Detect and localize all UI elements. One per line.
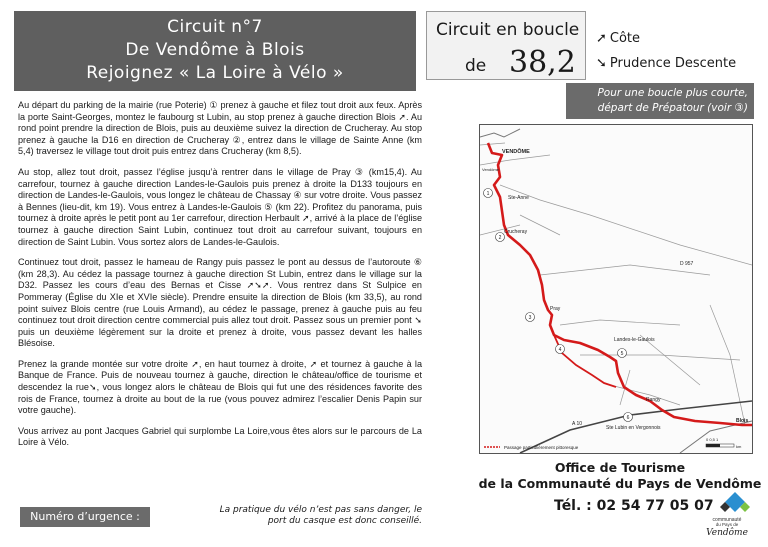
arrow-down-right-icon: ➘ (596, 56, 607, 71)
distance-de: de (465, 56, 487, 76)
paragraph: Au stop, allez tout droit, passez l’église jusqu’à rentrer dans le village de Pray ③ (km15,4). Au carrefour, tournez à gauche direction Landes-le-Gaulois puis prenez à droite la D133 toujours en direction de Landes-le-Gaulois, vous longez le château de Chassay ④ sur votre droite. Vous passez à Bennes (lieu-dit, km 19). Vous entrez à Landes-le-Gaulois ⑤ (km 22). Profitez du panorama, puis tournez à droite après le petit pont au 1er carrefour, direction Herbault ➚, arrivé à la place de l’église tournez à gauche direction Saint Lubin, continuez tout droit au carrefour suivant, toujours en direction de Saint Lubin. Vous sortez alors de Landes-le-Gaulois. (18, 166, 422, 247)
marker-6-label: 6 (626, 415, 630, 421)
circuit-length-box (426, 11, 586, 80)
legend-climb-label: Côte (609, 31, 641, 46)
route-description (18, 100, 422, 458)
paragraph: Au départ du parking de la mairie (rue Poterie) ① prenez à gauche et filez tout droit aux feux. Après la porte Saint-Georges, montez le faubourg st Lubin, au stop prenez à gauche direction Blois ➚. Au rond point prendre la direction de Blois, puis au deuxième suivez la direction de Crucheray. Au stop prenez à gauche la D16 en direction de Crucheray ②, entrez dans le village de Sainte Anne (km 5,4) traversez le village tout droit puis entrez dans Crucheray (km 8,5). (18, 100, 422, 157)
map-svg (480, 125, 752, 453)
label-rangy: Rangy (646, 397, 661, 403)
emergency-number: Numéro d’urgence : 112 (20, 507, 150, 527)
short-loop-line-1: Pour une boucle plus courte, (597, 87, 748, 99)
scale-label: 0 0,5 1 (706, 437, 719, 442)
circuit-route-branch (554, 335, 616, 387)
marker-5-label: 5 (620, 351, 624, 357)
title-banner (14, 11, 416, 91)
paragraph: Vous arrivez au pont Jacques Gabriel qui surplombe La Loire,vous êtes alors sur le parcours de La Loire à Vélo. (18, 425, 422, 448)
logo-svg (697, 490, 757, 536)
arrow-up-right-icon: ➚ (596, 31, 607, 46)
circuit-label: Circuit en boucle (436, 20, 580, 40)
safety-line-2: port du casque est donc conseillé. (267, 516, 422, 526)
label-landes: Landes-le-Gaulois (614, 337, 655, 343)
label-vendome-small: Vendôme (482, 167, 499, 172)
short-loop-line-2: départ de Prépatour (voir ③) (597, 102, 748, 114)
legend-descent (596, 56, 736, 71)
office-line-2: de la Communauté du Pays de Vendôme (478, 476, 762, 491)
label-ste-anne: Ste-Anne (508, 195, 529, 201)
safety-note (190, 505, 422, 527)
scale-unit: km (736, 444, 742, 449)
marker-4-label: 4 (558, 347, 562, 353)
marker-1-label: 1 (486, 191, 490, 197)
communaute-logo (697, 490, 757, 536)
label-a10: A 10 (572, 421, 583, 427)
logo-line-1: communauté (712, 517, 742, 523)
marker-3-label: 3 (528, 315, 532, 321)
logo-line-2: du Pays de (715, 522, 739, 527)
tourism-office (470, 460, 768, 492)
logo-script: Vendôme (706, 528, 748, 536)
circuit-route (488, 143, 752, 425)
route-map (479, 124, 753, 454)
label-d957: D 957 (680, 261, 694, 267)
legend-scenic-label: Passage particulièrement pittoresque (504, 445, 579, 450)
label-pray: Pray (550, 306, 561, 312)
label-st-lubin: Ste Lubin en Vergonnois (606, 425, 661, 431)
label-crucheray: Crucheray (504, 229, 528, 235)
secondary-roads (480, 143, 752, 425)
phone-number: Tél. : 02 54 77 05 07 (554, 498, 714, 514)
paragraph: Prenez la grande montée sur votre droite ➚, en haut tournez à droite, ➚ et tournez à gauche à la Banque de France. Puis de nouveau tournez à gauche, direction le château/office de tourisme et descendez la rue➘, vous longez alors le château de Blois qui fut une des résidences favorite des rois de France, tournez à droite au bout de la rue (vous pouvez admirez l’escalier Denis Papin sur votre gauche). (18, 358, 422, 416)
safety-line-1: La pratique du vélo n’est pas sans danger, le (219, 505, 422, 515)
title-line-1: Circuit n°7 (167, 17, 263, 37)
paragraph: Continuez tout droit, passez le hameau de Rangy puis passez le pont au dessus de l’autoroute ⑥ (km 28,3). Au cédez la passage tournez à gauche direction St Lubin, entrez dans le village sur la D32. Passez les cours d’eau des Bernas et Cisse ➚➘➚. Vous rentrez dans St Sulpice en Pommeray (Église du XIe et XVIe siècle). Prendre ensuite la direction de Blois (km 33,5), au rond point suivez Blois centre (rue Louis Armand), au cédez le passage, prenez à gauche puis au feu continuez tout droit direction centre commercial puis allez tout droit. Passez sous un premier pont ➘ puis un deuxième légèrement sur la droite et prenez à droite, vous passez devant les halles Blésoise. (18, 257, 422, 349)
office-line-1: Office de Tourisme (554, 460, 686, 475)
scale-bar-fill (706, 444, 720, 447)
legend-climb (596, 31, 640, 46)
label-vendome: VENDÔME (502, 149, 530, 155)
short-loop-note (566, 83, 754, 119)
loir-river (480, 129, 520, 137)
title-line-2: De Vendôme à Blois (125, 40, 305, 60)
legend-descent-label: Prudence Descente (609, 56, 737, 71)
title-line-3: Rejoignez « La Loire à Vélo » (86, 63, 344, 83)
distance-value: 38,2 (509, 45, 576, 80)
label-blois: Blois (736, 418, 749, 424)
marker-2-label: 2 (498, 235, 502, 241)
